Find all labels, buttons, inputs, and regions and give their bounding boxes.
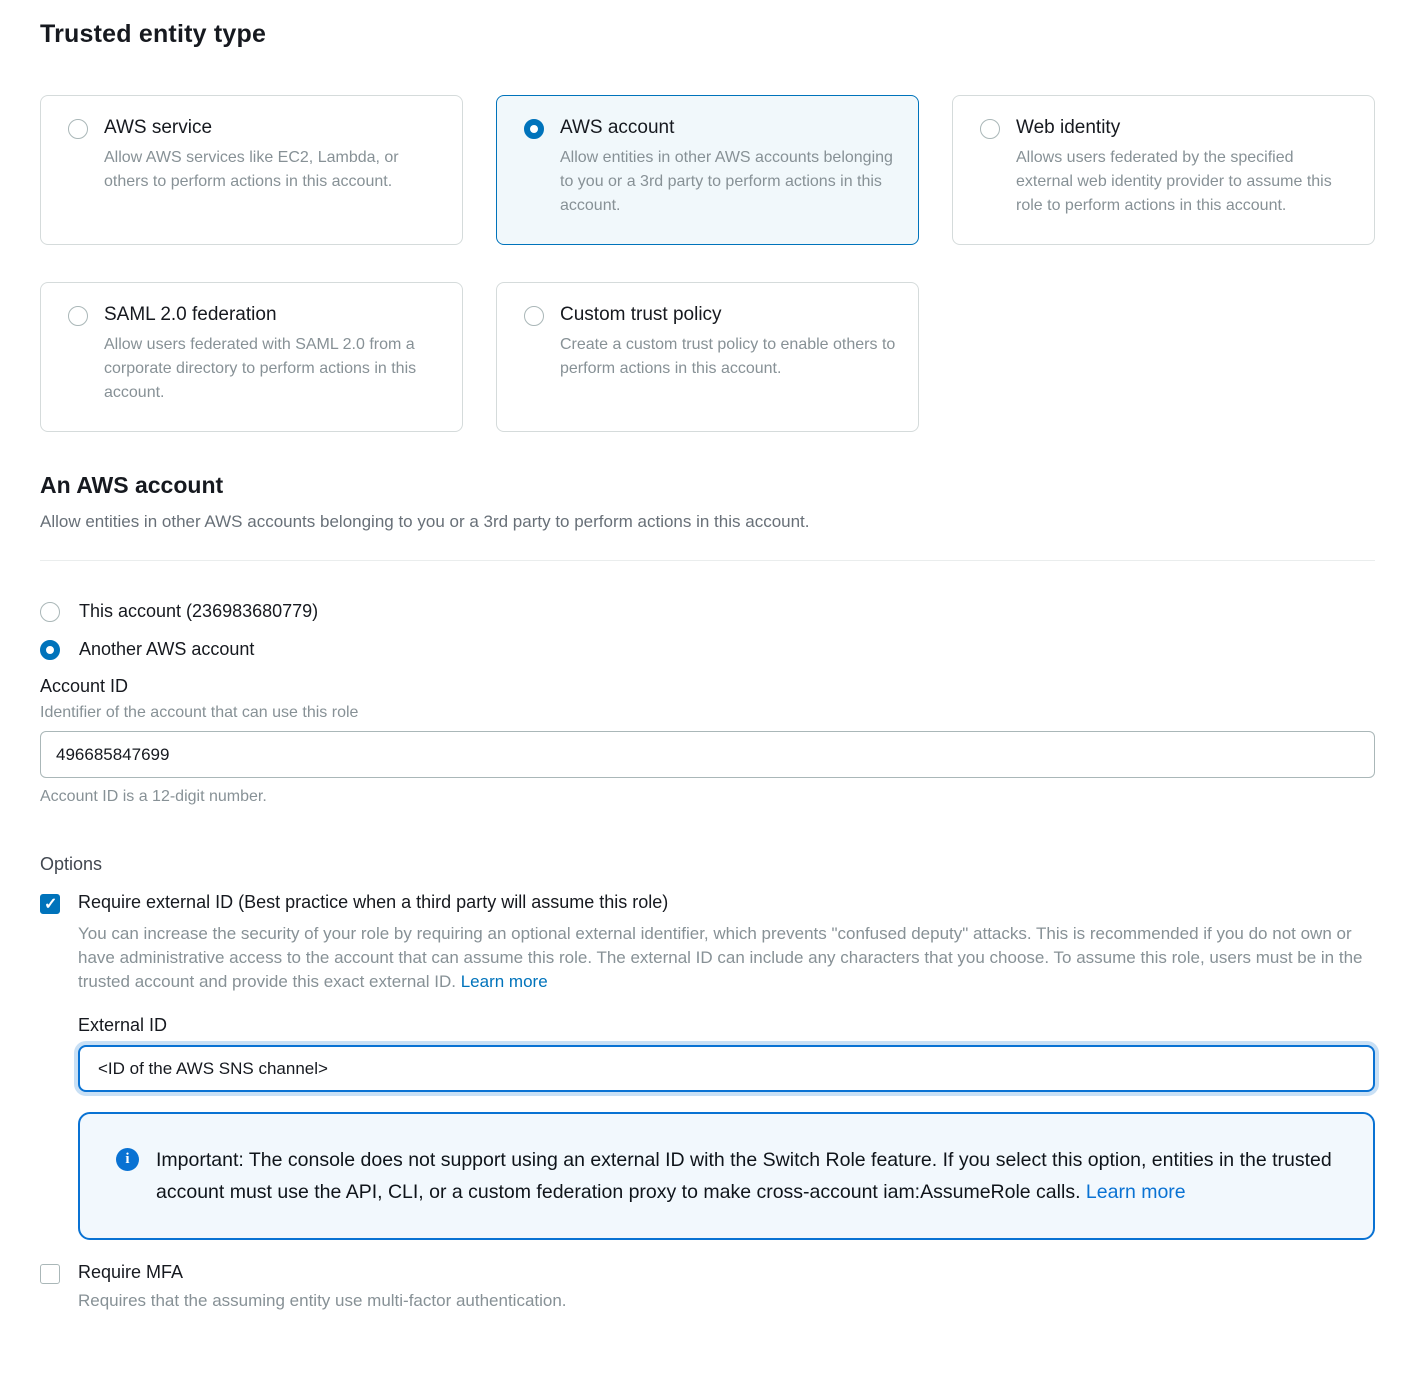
require-mfa-row[interactable]: [40, 1262, 1375, 1284]
radio-web-identity[interactable]: [980, 119, 1000, 139]
account-choice-group: [40, 601, 1375, 660]
radio-aws-service[interactable]: [68, 119, 88, 139]
radio-label: Another AWS account: [79, 639, 255, 659]
account-id-hint: Identifier of the account that can use this role: [40, 704, 359, 721]
external-id-label: External ID: [78, 1015, 168, 1035]
card-saml-federation[interactable]: [40, 282, 463, 432]
require-mfa-block: [40, 1262, 1375, 1311]
radio-label: This account (236983680779): [79, 601, 319, 621]
section-description: Allow entities in other AWS accounts belonging to you or a 3rd party to perform actions in this account.: [40, 512, 810, 531]
account-id-block: [40, 676, 1375, 806]
card-title: AWS service: [104, 117, 213, 138]
card-description: Allow users federated with SAML 2.0 from a corporate directory to perform actions in this account.: [104, 336, 417, 401]
card-description: Allow entities in other AWS accounts belonging to you or a 3rd party to perform actions in this account.: [560, 149, 893, 214]
section-divider: [40, 560, 1375, 561]
info-alert-text: [156, 1144, 1349, 1208]
radio-row-another-account[interactable]: [40, 639, 1375, 660]
radio-another-account[interactable]: [40, 640, 60, 660]
radio-saml-federation[interactable]: [68, 306, 88, 326]
card-aws-account[interactable]: [496, 95, 919, 245]
section-heading-an-aws-account: An AWS account: [40, 472, 224, 498]
external-id-description-text: You can increase the security of your role by requiring an optional external identifier, which prevents "confused deputy" attacks. This is recommended if you do not own or have administrative access to the account that can assume this role. The external ID can include any characters that you choose. To assume this role, users must be in the trusted account and provide this exact external ID.: [78, 924, 1363, 991]
card-custom-trust-policy[interactable]: [496, 282, 919, 432]
require-mfa-checkbox[interactable]: [40, 1264, 60, 1284]
account-id-constraint: Account ID is a 12-digit number.: [40, 788, 267, 805]
card-description: Allows users federated by the specified external web identity provider to assume this role to perform actions in this account.: [1016, 149, 1332, 214]
entity-type-cards: [40, 95, 1375, 432]
info-alert-learn-more-link[interactable]: Learn more: [1085, 1181, 1186, 1203]
card-description: Allow AWS services like EC2, Lambda, or others to perform actions in this account.: [104, 149, 399, 190]
external-id-learn-more-link[interactable]: Learn more: [460, 972, 548, 991]
card-text: [104, 304, 442, 405]
require-external-id-checkbox[interactable]: [40, 894, 60, 914]
card-web-identity[interactable]: [952, 95, 1375, 245]
radio-row-this-account[interactable]: [40, 601, 1375, 622]
card-aws-service[interactable]: [40, 95, 463, 245]
info-icon: i: [116, 1148, 139, 1171]
info-alert: [78, 1112, 1375, 1240]
info-alert-message: Important: The console does not support using an external ID with the Switch Role feature. If you select this option, entities in the trusted account must use the API, CLI, or a custom federation proxy to make cross-account iam:AssumeRole calls.: [156, 1149, 1332, 1203]
card-title: AWS account: [560, 117, 675, 138]
options-heading: Options: [40, 854, 103, 874]
card-text: [560, 304, 898, 381]
require-external-id-row[interactable]: [40, 892, 1375, 914]
card-title: Custom trust policy: [560, 304, 722, 325]
account-id-input[interactable]: [40, 731, 1375, 778]
require-mfa-description: Requires that the assuming entity use multi-factor authentication.: [78, 1291, 567, 1310]
require-external-id-label: Require external ID (Best practice when a third party will assume this role): [78, 892, 669, 912]
card-text: [1016, 117, 1354, 218]
card-text: [104, 117, 442, 194]
card-description: Create a custom trust policy to enable others to perform actions in this account.: [560, 336, 896, 377]
require-mfa-label: Require MFA: [78, 1262, 184, 1282]
page-title: Trusted entity type: [40, 20, 267, 48]
card-title: SAML 2.0 federation: [104, 304, 277, 325]
external-id-description: [78, 922, 1375, 994]
card-text: [560, 117, 898, 218]
radio-aws-account[interactable]: [524, 119, 544, 139]
card-title: Web identity: [1016, 117, 1121, 138]
radio-this-account[interactable]: [40, 602, 60, 622]
account-id-label: Account ID: [40, 676, 129, 696]
external-id-input[interactable]: [78, 1045, 1375, 1092]
radio-custom-trust-policy[interactable]: [524, 306, 544, 326]
